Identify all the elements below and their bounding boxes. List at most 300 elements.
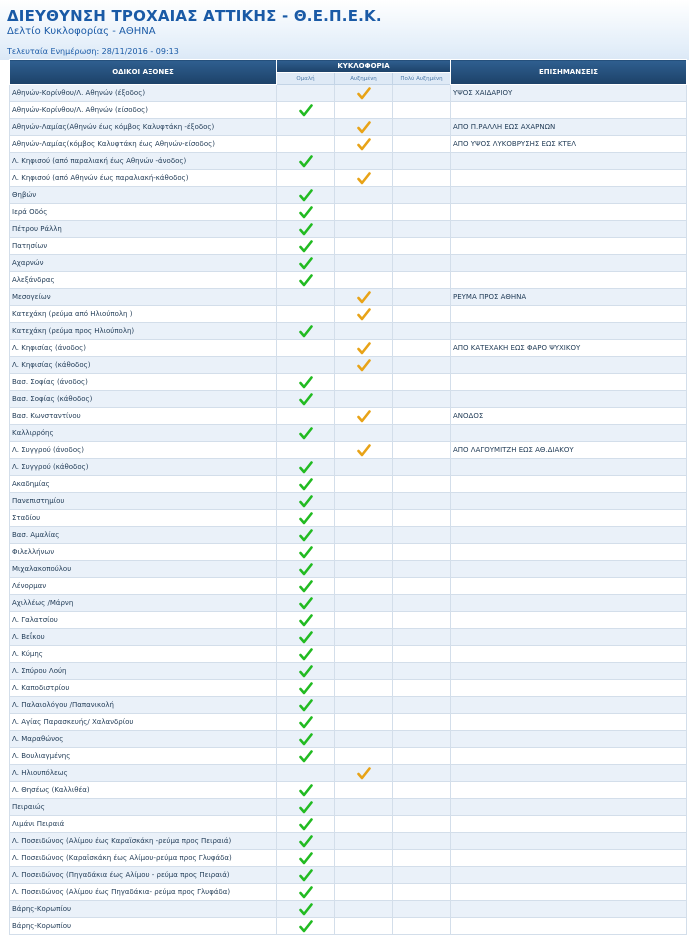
status-normal-cell — [277, 221, 335, 238]
road-note — [451, 901, 687, 918]
status-very-cell — [393, 289, 451, 306]
status-increased-cell — [335, 136, 393, 153]
road-note — [451, 238, 687, 255]
status-very-cell — [393, 102, 451, 119]
road-note — [451, 799, 687, 816]
table-row — [10, 459, 687, 476]
status-normal-cell — [277, 476, 335, 493]
orange-check-icon — [357, 359, 371, 372]
green-check-icon — [299, 835, 313, 848]
road-note — [451, 527, 687, 544]
status-increased-cell — [335, 561, 393, 578]
status-very-cell — [393, 680, 451, 697]
orange-check-icon — [357, 138, 371, 151]
status-normal-cell — [277, 408, 335, 425]
status-increased-cell — [335, 170, 393, 187]
status-increased-cell — [335, 374, 393, 391]
road-note — [451, 187, 687, 204]
table-row — [10, 782, 687, 799]
green-check-icon — [299, 223, 313, 236]
status-very-cell — [393, 357, 451, 374]
status-normal-cell — [277, 646, 335, 663]
green-check-icon — [299, 104, 313, 117]
table-row — [10, 561, 687, 578]
status-increased-cell — [335, 799, 393, 816]
header-notes: ΕΠΙΣΗΜΑΝΣΕΙΣ — [451, 60, 687, 85]
road-name: Βασ. Σοφίας (κάθοδος) — [10, 391, 277, 408]
green-check-icon — [299, 393, 313, 406]
table-row — [10, 629, 687, 646]
status-normal-cell — [277, 255, 335, 272]
table-row — [10, 527, 687, 544]
status-very-cell — [393, 493, 451, 510]
road-note: ΑΠΟ Π.ΡΑΛΛΗ ΕΩΣ ΑΧΑΡΝΩΝ — [451, 119, 687, 136]
road-name: Πανεπιστημίου — [10, 493, 277, 510]
road-note — [451, 102, 687, 119]
table-row — [10, 255, 687, 272]
status-increased-cell — [335, 884, 393, 901]
status-very-cell — [393, 850, 451, 867]
road-note — [451, 816, 687, 833]
road-name: Λ. Μαραθώνος — [10, 731, 277, 748]
status-normal-cell — [277, 289, 335, 306]
status-very-cell — [393, 187, 451, 204]
green-check-icon — [299, 189, 313, 202]
status-increased-cell — [335, 765, 393, 782]
status-normal-cell — [277, 136, 335, 153]
green-check-icon — [299, 155, 313, 168]
status-increased-cell — [335, 697, 393, 714]
orange-check-icon — [357, 444, 371, 457]
road-name: Ακαδημίας — [10, 476, 277, 493]
table-row — [10, 374, 687, 391]
status-increased-cell — [335, 459, 393, 476]
road-name: Λ. Καποδιστρίου — [10, 680, 277, 697]
road-name: Λιμάνι Πειραιά — [10, 816, 277, 833]
status-very-cell — [393, 561, 451, 578]
table-row — [10, 408, 687, 425]
road-note: ΑΠΟ ΚΑΤΕΧΑΚΗ ΕΩΣ ΦΑΡΟ ΨΥΧΙΚΟΥ — [451, 340, 687, 357]
road-name: Λ. Συγγρού (κάθοδος) — [10, 459, 277, 476]
status-very-cell — [393, 272, 451, 289]
road-name: Λ. Βουλιαγμένης — [10, 748, 277, 765]
status-increased-cell — [335, 901, 393, 918]
road-name: Μεσογείων — [10, 289, 277, 306]
table-row — [10, 833, 687, 850]
header-normal: Ομαλή — [277, 73, 335, 85]
green-check-icon — [299, 274, 313, 287]
status-increased-cell — [335, 612, 393, 629]
status-increased-cell — [335, 731, 393, 748]
status-very-cell — [393, 595, 451, 612]
road-note: ΑΠΟ ΛΑΓΟΥΜΙΤΖΗ ΕΩΣ ΑΘ.ΔΙΑΚΟΥ — [451, 442, 687, 459]
status-increased-cell — [335, 510, 393, 527]
table-row — [10, 238, 687, 255]
table-row — [10, 119, 687, 136]
table-row — [10, 85, 687, 102]
status-normal-cell — [277, 527, 335, 544]
status-normal-cell — [277, 425, 335, 442]
orange-check-icon — [357, 410, 371, 423]
road-note — [451, 272, 687, 289]
status-normal-cell — [277, 493, 335, 510]
status-increased-cell — [335, 204, 393, 221]
status-very-cell — [393, 374, 451, 391]
status-increased-cell — [335, 867, 393, 884]
status-normal-cell — [277, 102, 335, 119]
road-name: Καλλιρρόης — [10, 425, 277, 442]
status-normal-cell — [277, 374, 335, 391]
table-row — [10, 714, 687, 731]
traffic-rows — [10, 85, 687, 935]
road-note — [451, 170, 687, 187]
status-normal-cell — [277, 833, 335, 850]
table-row — [10, 544, 687, 561]
green-check-icon — [299, 206, 313, 219]
table-row — [10, 289, 687, 306]
table-row — [10, 136, 687, 153]
green-check-icon — [299, 240, 313, 253]
status-very-cell — [393, 629, 451, 646]
status-increased-cell — [335, 578, 393, 595]
road-note — [451, 731, 687, 748]
road-name: Αχαρνών — [10, 255, 277, 272]
header-traffic: ΚΥΚΛΟΦΟΡΙΑ — [277, 60, 451, 73]
status-normal-cell — [277, 612, 335, 629]
table-row — [10, 272, 687, 289]
table-row — [10, 221, 687, 238]
status-normal-cell — [277, 510, 335, 527]
status-normal-cell — [277, 731, 335, 748]
road-name: Θηβών — [10, 187, 277, 204]
status-very-cell — [393, 391, 451, 408]
road-note — [451, 510, 687, 527]
road-name: Σταδίου — [10, 510, 277, 527]
green-check-icon — [299, 614, 313, 627]
status-increased-cell — [335, 680, 393, 697]
green-check-icon — [299, 733, 313, 746]
green-check-icon — [299, 852, 313, 865]
status-very-cell — [393, 918, 451, 935]
road-note — [451, 306, 687, 323]
orange-check-icon — [357, 308, 371, 321]
status-increased-cell — [335, 221, 393, 238]
status-very-cell — [393, 867, 451, 884]
road-name: Λ. Ποσειδώνος (Αλίμου έως Καραϊσκάκη -ρεύμα προς Πειραιά) — [10, 833, 277, 850]
status-very-cell — [393, 425, 451, 442]
road-note — [451, 323, 687, 340]
orange-check-icon — [357, 291, 371, 304]
table-row — [10, 476, 687, 493]
orange-check-icon — [357, 342, 371, 355]
status-normal-cell — [277, 867, 335, 884]
status-increased-cell — [335, 629, 393, 646]
status-very-cell — [393, 544, 451, 561]
road-name: Λ. Κηφισού (από Αθηνών έως παραλιακή-κάθοδος) — [10, 170, 277, 187]
status-increased-cell — [335, 102, 393, 119]
status-increased-cell — [335, 153, 393, 170]
status-increased-cell — [335, 425, 393, 442]
status-very-cell — [393, 476, 451, 493]
road-note — [451, 595, 687, 612]
table-row — [10, 204, 687, 221]
page-subtitle: Δελτίο Κυκλοφορίας - ΑΘΗΝΑ — [7, 26, 156, 37]
status-increased-cell — [335, 238, 393, 255]
road-name: Φιλελλήνων — [10, 544, 277, 561]
orange-check-icon — [357, 172, 371, 185]
status-normal-cell — [277, 578, 335, 595]
status-very-cell — [393, 697, 451, 714]
table-row — [10, 595, 687, 612]
road-note — [451, 204, 687, 221]
status-normal-cell — [277, 680, 335, 697]
status-increased-cell — [335, 391, 393, 408]
road-name: Κατεχάκη (ρεύμα από Ηλιούπολη ) — [10, 306, 277, 323]
status-normal-cell — [277, 663, 335, 680]
header-road-axes: ΟΔΙΚΟΙ ΑΞΟΝΕΣ — [10, 60, 277, 85]
status-normal-cell — [277, 153, 335, 170]
status-increased-cell — [335, 493, 393, 510]
status-increased-cell — [335, 272, 393, 289]
road-name: Λ. Ποσειδώνος (Αλίμου έως Πηγαδάκια- ρεύμα προς Γλυφάδα) — [10, 884, 277, 901]
road-name: Λ. Κύμης — [10, 646, 277, 663]
status-very-cell — [393, 612, 451, 629]
status-increased-cell — [335, 714, 393, 731]
status-very-cell — [393, 782, 451, 799]
road-name: Κατεχάκη (ρεύμα προς Ηλιούπολη) — [10, 323, 277, 340]
page-header — [0, 0, 689, 60]
road-name: Λ. Παλαιολόγου /Παπανικολή — [10, 697, 277, 714]
status-normal-cell — [277, 238, 335, 255]
status-normal-cell — [277, 119, 335, 136]
status-normal-cell — [277, 204, 335, 221]
green-check-icon — [299, 716, 313, 729]
status-normal-cell — [277, 782, 335, 799]
orange-check-icon — [357, 121, 371, 134]
green-check-icon — [299, 631, 313, 644]
status-very-cell — [393, 816, 451, 833]
road-note — [451, 221, 687, 238]
status-increased-cell — [335, 782, 393, 799]
road-name: Ιερά Οδός — [10, 204, 277, 221]
road-name: Πατησίων — [10, 238, 277, 255]
green-check-icon — [299, 325, 313, 338]
table-row — [10, 680, 687, 697]
green-check-icon — [299, 478, 313, 491]
table-row — [10, 391, 687, 408]
table-row — [10, 731, 687, 748]
table-row — [10, 425, 687, 442]
green-check-icon — [299, 750, 313, 763]
status-increased-cell — [335, 918, 393, 935]
header-increased: Αυξημένη — [335, 73, 393, 85]
traffic-table — [9, 59, 687, 935]
status-normal-cell — [277, 306, 335, 323]
green-check-icon — [299, 546, 313, 559]
road-note — [451, 357, 687, 374]
status-increased-cell — [335, 323, 393, 340]
status-increased-cell — [335, 255, 393, 272]
table-row — [10, 187, 687, 204]
status-very-cell — [393, 714, 451, 731]
road-name: Πέτρου Ράλλη — [10, 221, 277, 238]
status-very-cell — [393, 408, 451, 425]
road-note — [451, 697, 687, 714]
status-normal-cell — [277, 561, 335, 578]
page-title: ΔΙΕΥΘΥΝΣΗ ΤΡΟΧΑΙΑΣ ΑΤΤΙΚΗΣ - Θ.Ε.Π.Ε.Κ. — [7, 7, 382, 25]
table-row — [10, 663, 687, 680]
road-name: Λ. Κηφισίας (άνοδος) — [10, 340, 277, 357]
status-normal-cell — [277, 629, 335, 646]
status-increased-cell — [335, 289, 393, 306]
road-note — [451, 476, 687, 493]
green-check-icon — [299, 682, 313, 695]
road-note — [451, 391, 687, 408]
green-check-icon — [299, 903, 313, 916]
status-very-cell — [393, 731, 451, 748]
status-very-cell — [393, 119, 451, 136]
status-normal-cell — [277, 714, 335, 731]
table-row — [10, 697, 687, 714]
status-very-cell — [393, 306, 451, 323]
road-note: ΥΨΟΣ ΧΑΙΔΑΡΙΟΥ — [451, 85, 687, 102]
status-increased-cell — [335, 85, 393, 102]
status-normal-cell — [277, 748, 335, 765]
road-note — [451, 833, 687, 850]
green-check-icon — [299, 461, 313, 474]
green-check-icon — [299, 665, 313, 678]
status-normal-cell — [277, 170, 335, 187]
status-normal-cell — [277, 272, 335, 289]
road-name: Λ. Γαλατσίου — [10, 612, 277, 629]
status-normal-cell — [277, 816, 335, 833]
green-check-icon — [299, 920, 313, 933]
road-note: ΡΕΥΜΑ ΠΡΟΣ ΑΘΗΝΑ — [451, 289, 687, 306]
status-very-cell — [393, 901, 451, 918]
status-increased-cell — [335, 306, 393, 323]
status-very-cell — [393, 527, 451, 544]
orange-check-icon — [357, 87, 371, 100]
road-note — [451, 850, 687, 867]
status-very-cell — [393, 646, 451, 663]
road-note — [451, 884, 687, 901]
status-normal-cell — [277, 595, 335, 612]
road-name: Αθηνών-Κορίνθου/Λ. Αθηνών (έξοδος) — [10, 85, 277, 102]
status-very-cell — [393, 799, 451, 816]
green-check-icon — [299, 648, 313, 661]
status-normal-cell — [277, 442, 335, 459]
road-note — [451, 561, 687, 578]
status-increased-cell — [335, 408, 393, 425]
road-name: Λ. Συγγρού (άνοδος) — [10, 442, 277, 459]
status-increased-cell — [335, 527, 393, 544]
table-row — [10, 170, 687, 187]
last-updated: Τελευταία Ενημέρωση: 28/11/2016 - 09:13 — [7, 47, 179, 56]
status-very-cell — [393, 765, 451, 782]
road-note — [451, 255, 687, 272]
table-row — [10, 799, 687, 816]
status-normal-cell — [277, 697, 335, 714]
status-very-cell — [393, 884, 451, 901]
road-note — [451, 663, 687, 680]
green-check-icon — [299, 257, 313, 270]
status-very-cell — [393, 833, 451, 850]
green-check-icon — [299, 427, 313, 440]
green-check-icon — [299, 597, 313, 610]
table-row — [10, 340, 687, 357]
table-row — [10, 816, 687, 833]
road-name: Λ. Ποσειδώνος (Πηγαδάκια έως Αλίμου - ρεύμα προς Πειραιά) — [10, 867, 277, 884]
green-check-icon — [299, 376, 313, 389]
status-increased-cell — [335, 748, 393, 765]
table-row — [10, 748, 687, 765]
green-check-icon — [299, 784, 313, 797]
status-increased-cell — [335, 340, 393, 357]
green-check-icon — [299, 495, 313, 508]
status-increased-cell — [335, 595, 393, 612]
table-row — [10, 901, 687, 918]
header-very-increased: Πολύ Αυξημένη — [393, 73, 451, 85]
table-row — [10, 578, 687, 595]
road-name: Λ. Κηφισίας (κάθοδος) — [10, 357, 277, 374]
table-row — [10, 357, 687, 374]
road-name: Αθηνών-Κορίνθου/Λ. Αθηνών (είσοδος) — [10, 102, 277, 119]
road-name: Λ. Ποσειδώνος (Καραϊσκάκη έως Αλίμου-ρεύμα προς Γλυφάδα) — [10, 850, 277, 867]
road-note — [451, 544, 687, 561]
road-name: Πειραιώς — [10, 799, 277, 816]
status-increased-cell — [335, 646, 393, 663]
road-note — [451, 646, 687, 663]
road-note — [451, 153, 687, 170]
table-row — [10, 850, 687, 867]
road-name: Λ. Θησέως (Καλλιθέα) — [10, 782, 277, 799]
status-increased-cell — [335, 663, 393, 680]
road-note — [451, 765, 687, 782]
green-check-icon — [299, 818, 313, 831]
road-name: Λ. Σπύρου Λούη — [10, 663, 277, 680]
status-normal-cell — [277, 884, 335, 901]
road-name: Λ. Βεΐκου — [10, 629, 277, 646]
status-increased-cell — [335, 442, 393, 459]
status-very-cell — [393, 170, 451, 187]
status-very-cell — [393, 136, 451, 153]
table-row — [10, 765, 687, 782]
status-very-cell — [393, 221, 451, 238]
green-check-icon — [299, 529, 313, 542]
road-note — [451, 918, 687, 935]
table-row — [10, 153, 687, 170]
green-check-icon — [299, 869, 313, 882]
road-name: Αθηνών-Λαμίας(Αθηνών έως κόμβος Καλυφτάκη -έξοδος) — [10, 119, 277, 136]
table-row — [10, 306, 687, 323]
road-name: Βασ. Κωνσταντίνου — [10, 408, 277, 425]
status-normal-cell — [277, 340, 335, 357]
road-name: Αλεξάνδρας — [10, 272, 277, 289]
status-normal-cell — [277, 187, 335, 204]
road-name: Μιχαλακοπούλου — [10, 561, 277, 578]
status-very-cell — [393, 748, 451, 765]
status-very-cell — [393, 578, 451, 595]
table-row — [10, 646, 687, 663]
status-very-cell — [393, 85, 451, 102]
status-very-cell — [393, 153, 451, 170]
road-note — [451, 493, 687, 510]
table-row — [10, 442, 687, 459]
status-normal-cell — [277, 85, 335, 102]
status-very-cell — [393, 663, 451, 680]
road-name: Λ. Ηλιουπόλεως — [10, 765, 277, 782]
road-note: ΑΝΟΔΟΣ — [451, 408, 687, 425]
